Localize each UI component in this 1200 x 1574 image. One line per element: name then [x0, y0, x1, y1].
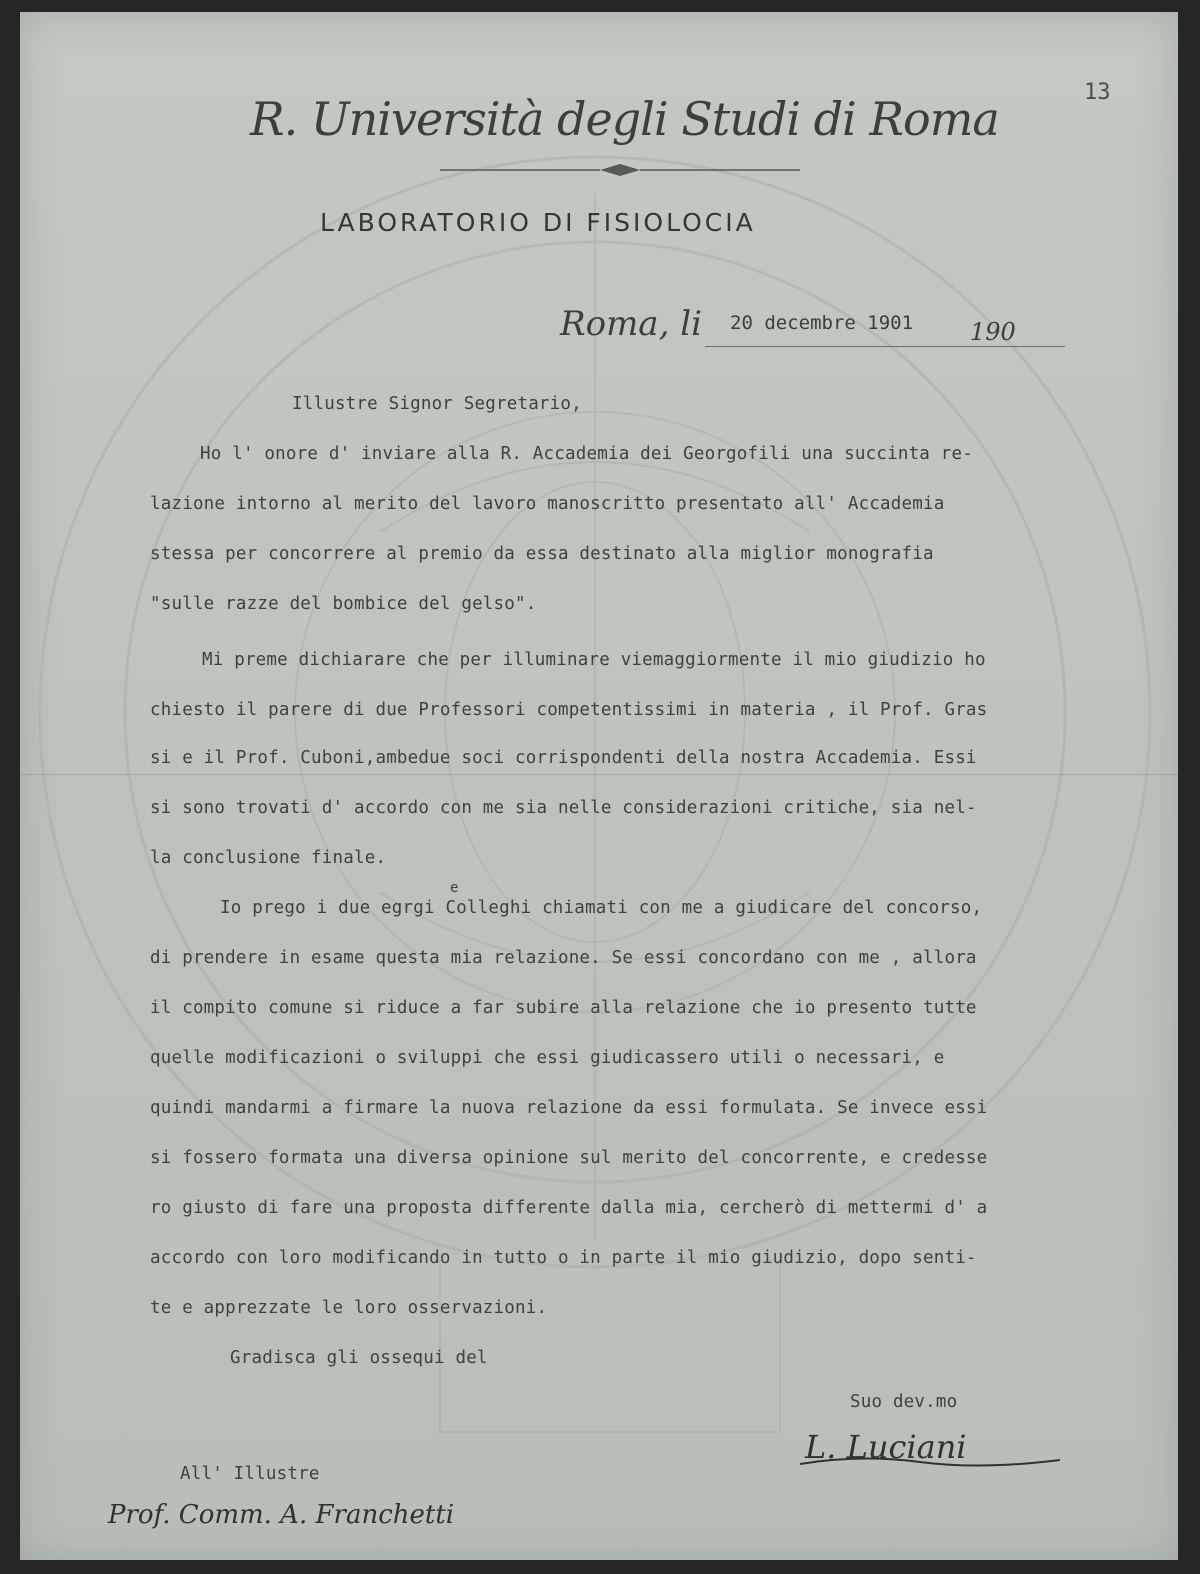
body-line: stessa per concorrere al premio da essa destinato alla miglior monografia — [150, 544, 934, 564]
body-line: si sono trovati d' accordo con me sia nelle considerazioni critiche, sia nel- — [150, 798, 977, 818]
signature: L. Luciani — [805, 1428, 967, 1466]
body-line: lazione intorno al merito del lavoro manoscritto presentato all' Accademia — [150, 494, 945, 514]
body-line: Io prego i due egrgi Colleghi chiamati con me a giudicare del concorso, — [220, 898, 983, 918]
body-line: quelle modificazioni o sviluppi che essi giudicassero utili o necessari, e — [150, 1048, 945, 1068]
body-insertion: e — [450, 880, 459, 896]
dateline-year-prefix: 190 — [970, 318, 1016, 346]
salutation: Illustre Signor Segretario, — [292, 394, 582, 414]
body-line: di prendere in esame questa mia relazione. Se essi concordano con me , allora — [150, 948, 977, 968]
dateline-rule — [705, 346, 1065, 347]
closing: Gradisca gli ossequi del — [230, 1348, 488, 1368]
dateline-place: Roma, li — [560, 304, 702, 344]
body-line: la conclusione finale. — [150, 848, 387, 868]
letterhead-ornament — [440, 160, 800, 180]
paper-fold — [20, 774, 1178, 775]
seal-watermark — [20, 12, 1178, 1560]
body-line: Ho l' onore d' inviare alla R. Accademia dei Georgofili una succinta re- — [200, 444, 973, 464]
body-line: accordo con loro modificando in tutto o in parte il mio giudizio, dopo senti- — [150, 1248, 977, 1268]
page-number: 13 — [1084, 80, 1111, 105]
addressee-name: Prof. Comm. A. Franchetti — [108, 1500, 455, 1530]
body-line: chiesto il parere di due Professori competentissimi in materia , il Prof. Gras — [150, 700, 988, 720]
body-line: si e il Prof. Cuboni,ambedue soci corrispondenti della nostra Accademia. Essi — [150, 748, 977, 768]
valediction: Suo dev.mo — [850, 1392, 958, 1412]
addressee-label: All' Illustre — [180, 1464, 320, 1484]
body-line: Mi preme dichiarare che per illuminare viemaggiormente il mio giudizio ho — [202, 650, 986, 670]
body-line: il compito comune si riduce a far subire alla relazione che io presento tutte — [150, 998, 977, 1018]
body-line: quindi mandarmi a firmare la nuova relazione da essi formulata. Se invece essi — [150, 1098, 988, 1118]
body-line: ro giusto di fare una proposta differente dalla mia, cercherò di mettermi d' a — [150, 1198, 988, 1218]
letter-sheet — [20, 12, 1178, 1560]
body-line: te e apprezzate le loro osservazioni. — [150, 1298, 548, 1318]
signature-flourish — [800, 1452, 1060, 1472]
dateline-date: 20 decembre 1901 — [730, 312, 914, 334]
body-line: si fossero formata una diversa opinione sul merito del concorrente, e credesse — [150, 1148, 988, 1168]
body-line: "sulle razze del bombice del gelso". — [150, 594, 537, 614]
laboratory-title: LABORATORIO DI FISIOLOCIA — [320, 208, 756, 237]
university-letterhead: R. Università degli Studi di Roma — [250, 92, 999, 146]
